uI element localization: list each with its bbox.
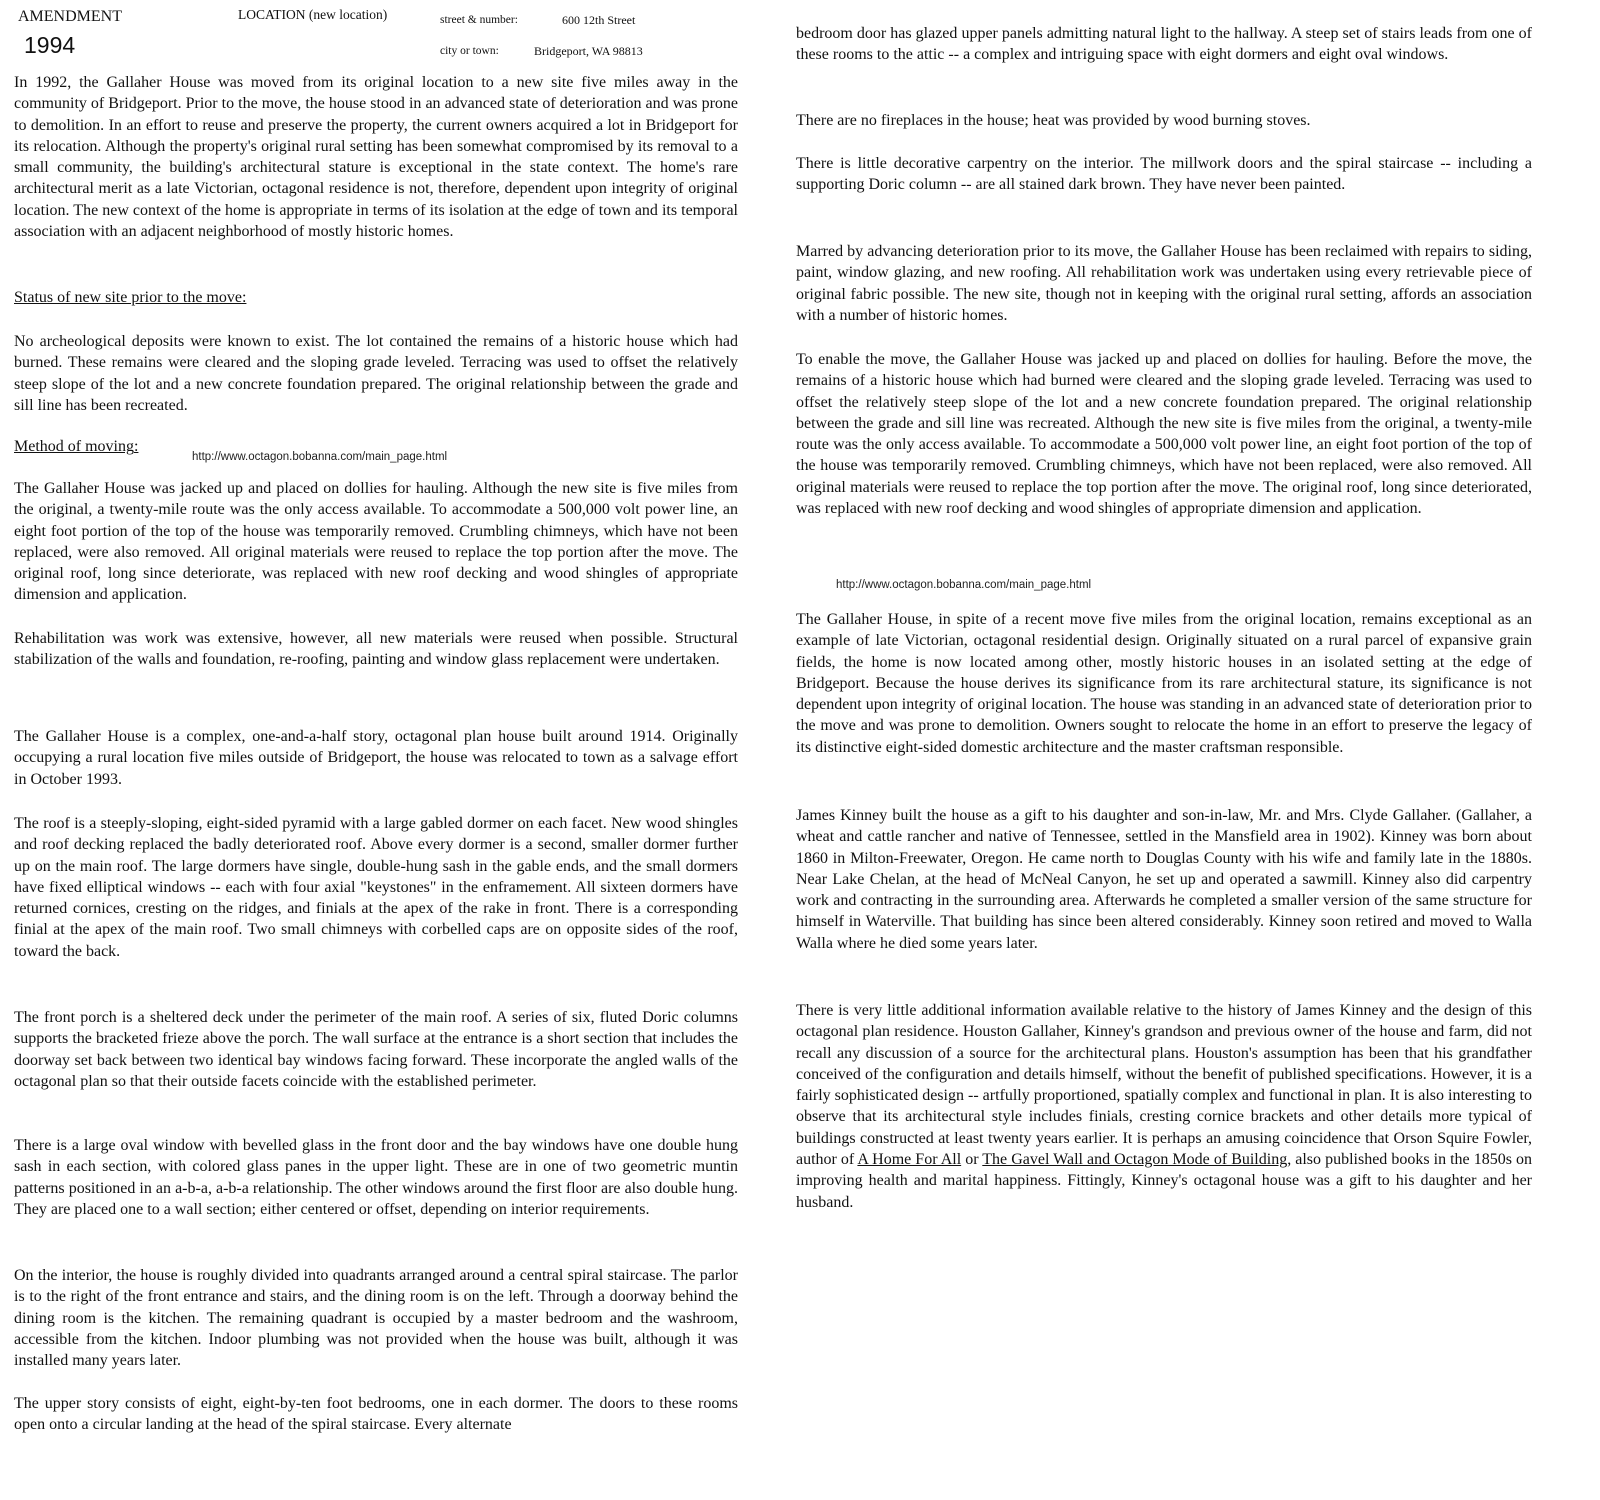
heading-status-colon: : — [241, 289, 247, 306]
paragraph-windows: There is a large oval window with bevelled glass in the front door and the bay windows have one double hung sash in each section, with colored glass panes in the upper light. These are in one of two geometric muntin patterns positioned in an a-b-a, a-b-a relationship. The other windows around the first floor are also double hung. They are placed one to a wall section; either centered or offset, depending on interior requirements. — [14, 1137, 738, 1218]
paragraph-rehabilitation: Rehabilitation was work was extensive, however, all new materials were reused when possible. Structural stabilization of the walls and foundation, re-roofing, painting and window glass replacement were undertaken. — [14, 630, 738, 669]
heading-status-new-site — [14, 289, 246, 307]
design-source-end: , also published books in the 1850s on improving health and marital happiness. Fittingly, Kinney's octagonal house was a gift to his daughter and her husband. — [796, 1151, 1532, 1211]
paragraph-description: The Gallaher House is a complex, one-and-a-half story, octagonal plan house built around 1914. Originally occupying a rural location five miles outside of Bridgeport, the house was relocated to town as a salvage effort in October 1993. — [14, 728, 738, 788]
paragraph-interior: On the interior, the house is roughly divided into quadrants arranged around a central spiral staircase. The parlor is to the right of the front entrance and stairs, and the dining room is on the left. Through a doorway behind the dining room is the kitchen. The remaining quadrant is occupied by a master bedroom and the washroom, accessible from the kitchen. Indoor plumbing was not provided when the house was built, although it was installed many years later. — [14, 1267, 738, 1370]
heading-method-moving — [14, 438, 138, 456]
book-title-home-for-all: A Home For All — [857, 1151, 962, 1169]
location-label: LOCATION (new location) — [238, 7, 388, 22]
amendment-year: 1994 — [24, 32, 76, 58]
paragraph-relocation: In 1992, the Gallaher House was moved from its original location to a new site five miles away in the community of Bridgeport. Prior to the move, the house stood in an advanced state of deterioration and was prone to demolition. In an effort to reuse and preserve the property, the current owners acquired a lot in Bridgeport for its relocation. Although the property's original rural setting has been somewhat compromised by its removal to a small community, the building's architectural stature is exceptional in the state context. The home's rare architectural merit as a late Victorian, octagonal residence is not, therefore, dependent upon integrity of original location. The new context of the home is appropriate in terms of its isolation at the edge of town and its temporal association with an adjacent neighborhood of mostly historic homes. — [14, 74, 738, 241]
book-title-gavel-wall: The Gavel Wall and Octagon Mode of Building — [982, 1151, 1288, 1169]
heading-method-text: Method of moving — [14, 438, 134, 455]
paragraph-heating: There are no fireplaces in the house; heat was provided by wood burning stoves. — [796, 112, 1311, 129]
street-label: street & number: — [440, 14, 518, 26]
paragraph-attic: bedroom door has glazed upper panels admitting natural light to the hallway. A steep set of stairs leads from one of these rooms to the attic -- a complex and intriguing space with eight dormers and eight oval windows. — [796, 25, 1532, 64]
paragraph-enable-move: To enable the move, the Gallaher House was jacked up and placed on dollies for hauling. Before the move, the remains of a historic house which had burned were cleared and the sloping grade leveled. Terracing was used to offset the relatively steep slope of the lot and a new concrete foundation prepared. The original relationship between the grade and sill line was recreated. Although the new site is five miles from the original, a twenty-mile route was the only access available. To accommodate a 500,000 volt power line, an eight foot portion of the top of the house was temporarily removed. Crumbling chimneys, which have not been replaced, were also removed. All original materials were reused to replace the top portion after the move. The original roof, long since deteriorated, was replaced with new roof decking and wood shingles of appropriate dimension and application. — [796, 351, 1532, 518]
heading-status-text: Status of new site prior to the move — [14, 289, 242, 306]
paragraph-upper-story: The upper story consists of eight, eight-by-ten foot bedrooms, one in each dormer. The doors to these rooms open onto a circular landing at the head of the spiral staircase. Every alternate — [14, 1395, 738, 1434]
city-label: city or town: — [440, 45, 499, 57]
design-source-text: There is very little additional information available relative to the history of James Kinney and the design of this octagonal plan residence. Houston Gallaher, Kinney's grandson and previous owner of the house and farm, did not recall any discussion of a source for the architectural plans. Houston's assumption has been that his grandfather conceived of the configuration and details himself, without the benefit of published specifications. However, it is a fairly sophisticated design -- artfully proportioned, spatially complex and functional in plan. It is also interesting to observe that its architectural style includes finials, cresting cornice brackets and other details more typical of buildings constructed at least twenty years earlier. It is perhaps an amusing coincidence that Orson Squire Fowler, author of — [796, 1002, 1532, 1169]
source-url: http://www.octagon.bobanna.com/main_page.html — [836, 579, 1092, 591]
paragraph-carpentry: There is little decorative carpentry on the interior. The millwork doors and the spiral staircase -- including a supporting Doric column -- are all stained dark brown. They have never been painted. — [796, 155, 1532, 194]
source-url: http://www.octagon.bobanna.com/main_page.html — [192, 451, 448, 463]
design-source-or: or — [961, 1151, 983, 1169]
paragraph-front-porch: The front porch is a sheltered deck under the perimeter of the main roof. A series of six, fluted Doric columns supports the bracketed frieze above the porch. The wall surface at the entrance is a short section that includes the doorway set back between two identical bay windows facing forward. These incorporate the angled walls of the octagonal plan so that their outside facets coincide with the established perimeter. — [14, 1009, 738, 1090]
paragraph-design-source — [796, 1000, 1532, 1213]
paragraph-site-status: No archeological deposits were known to exist. The lot contained the remains of a historic house which had burned. These remains were cleared and the sloping grade leveled. Terracing was used to offset the relatively steep slope of the lot and a new concrete foundation prepared. The original relationship between the grade and sill line has been recreated. — [14, 333, 738, 414]
paragraph-reclaimed: Marred by advancing deterioration prior to its move, the Gallaher House has been reclaimed with repairs to siding, paint, window glazing, and new roofing. All rehabilitation work was undertaken using every retrievable piece of original fabric possible. The new site, though not in keeping with the original rural setting, affords an association with a number of historic homes. — [796, 243, 1532, 324]
paragraph-roof: The roof is a steeply-sloping, eight-sided pyramid with a large gabled dormer on each facet. New wood shingles and roof decking replaced the badly deteriorated roof. Above every dormer is a second, smaller dormer further up on the main roof. The large dormers have single, double-hung sash in the gable ends, and the small dormers have fixed elliptical windows -- each with four axial "keystones" in the enframement. All sixteen dormers have returned cornices, cresting on the ridges, and finials at the apex of the rake in front. There is a corresponding finial at the apex of the main roof. Two small chimneys with corbelled caps are on opposite sides of the roof, toward the back. — [14, 815, 738, 960]
heading-method-colon: : — [134, 438, 139, 455]
street-value: 600 12th Street — [562, 13, 636, 27]
amendment-label: AMENDMENT — [18, 8, 122, 25]
city-value: Bridgeport, WA 98813 — [534, 44, 643, 58]
paragraph-significance: The Gallaher House, in spite of a recent move five miles from the original location, remains exceptional as an example of late Victorian, octagonal residential design. Originally situated on a rural parcel of expansive grain fields, the home is now located among other, mostly historic houses in an isolated setting at the edge of Bridgeport. Because the house derives its significance from its rare architectural stature, its significance is not dependent upon integrity of original location. The house was standing in an advanced state of deterioration prior to the move and was prone to demolition. Owners sought to relocate the home in an effort to preserve the legacy of its distinctive eight-sided domestic architecture and the master craftsman responsible. — [796, 611, 1532, 756]
paragraph-moving: The Gallaher House was jacked up and placed on dollies for hauling. Although the new site is five miles from the original, a twenty-mile route was the only access available. To accommodate a 500,000 volt power line, an eight foot portion of the top of the house was temporarily removed. Crumbling chimneys, which have not been replaced, were also removed. All original materials were reused to replace the top portion after the move. The original roof, long since deteriorate, was replaced with new roof decking and wood shingles of appropriate dimension and application. — [14, 480, 738, 604]
paragraph-history: James Kinney built the house as a gift to his daughter and son-in-law, Mr. and Mrs. Clyde Gallaher. (Gallaher, a wheat and cattle rancher and native of Tennessee, settled in the Mansfield area in 1902). Kinney was born about 1860 in Milton-Freewater, Oregon. He came north to Douglas County with his wife and family late in the 1880s. Near Lake Chelan, at the head of McNeal Canyon, he set up and operated a sawmill. Kinney also did carpentry work and contracting in the surrounding area. Afterwards he completed a smaller version of the same structure for himself in Waterville. That building has since been altered considerably. Kinney soon retired and moved to Walla Walla where he died some years later. — [796, 807, 1532, 952]
